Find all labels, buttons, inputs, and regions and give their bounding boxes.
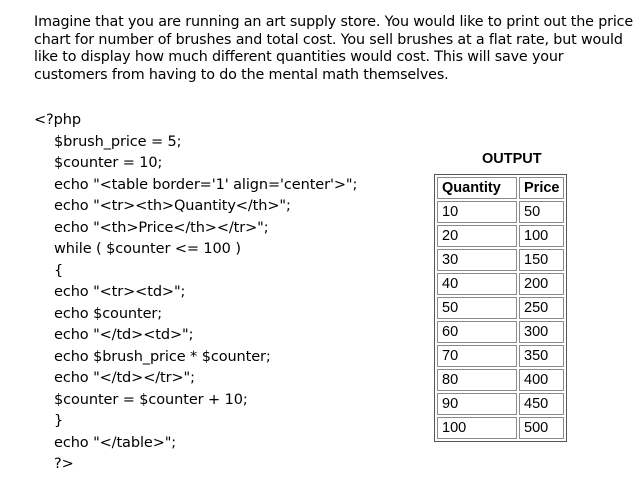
table-row — [437, 249, 564, 271]
quantity-cell: 30 — [437, 249, 517, 271]
price-cell: 250 — [519, 297, 564, 319]
code-line: echo "</td><td>"; — [54, 327, 194, 343]
php-code-block — [34, 110, 357, 476]
code-line: $counter = $counter + 10; — [54, 391, 248, 408]
output-heading: OUTPUT — [482, 151, 542, 167]
code-line: echo "<tr><th>Quantity</th>"; — [54, 198, 291, 214]
code-line: $counter = 10; — [54, 155, 163, 171]
quantity-cell: 40 — [437, 273, 517, 295]
code-line: } — [54, 413, 64, 429]
code-line: echo "</table>"; — [54, 434, 177, 451]
intro-paragraph: Imagine that you are running an art supply store. You would like to print out the price chart for number of brushes and total cost. You sell brushes at a flat rate, but would like to display how much different quantities would cost. This will save your customers from having to do the mental math themselves. — [34, 14, 634, 83]
quantity-cell: 70 — [437, 345, 517, 367]
table-row — [437, 321, 564, 343]
code-line: echo $brush_price * $counter; — [54, 348, 271, 365]
quantity-cell: 20 — [437, 225, 517, 247]
table-row — [437, 417, 564, 439]
price-cell: 350 — [519, 345, 564, 367]
quantity-cell: 100 — [437, 417, 517, 439]
code-line: while ( $counter <= 100 ) — [54, 241, 241, 257]
quantity-cell: 60 — [437, 321, 517, 343]
table-row — [437, 297, 564, 319]
table-row — [437, 201, 564, 223]
quantity-cell: 80 — [437, 369, 517, 391]
price-cell: 450 — [519, 393, 564, 415]
price-cell: 150 — [519, 249, 564, 271]
table-row — [437, 225, 564, 247]
price-cell: 200 — [519, 273, 564, 295]
code-line: echo "</td></tr>"; — [54, 370, 195, 386]
table-row — [437, 369, 564, 391]
table-row — [437, 345, 564, 367]
price-cell: 500 — [519, 417, 564, 439]
code-line: echo "<th>Price</th></tr>"; — [54, 219, 269, 236]
code-line: <?php — [34, 112, 81, 128]
quantity-cell: 90 — [437, 393, 517, 415]
quantity-header: Quantity — [437, 177, 517, 199]
price-cell: 300 — [519, 321, 564, 343]
code-line: { — [54, 262, 64, 279]
price-header: Price — [519, 177, 564, 199]
table-row — [437, 393, 564, 415]
output-table — [434, 174, 567, 442]
quantity-cell: 50 — [437, 297, 517, 319]
code-line: echo $counter; — [54, 305, 163, 322]
code-line: ?> — [54, 456, 74, 472]
price-cell: 400 — [519, 369, 564, 391]
code-line: $brush_price = 5; — [54, 133, 182, 150]
quantity-cell: 10 — [437, 201, 517, 223]
table-row — [437, 273, 564, 295]
table-header-row — [437, 177, 564, 199]
code-line: echo "<table border='1' align='center'>"; — [54, 176, 358, 193]
price-cell: 50 — [519, 201, 564, 223]
code-line: echo "<tr><td>"; — [54, 284, 186, 300]
price-cell: 100 — [519, 225, 564, 247]
